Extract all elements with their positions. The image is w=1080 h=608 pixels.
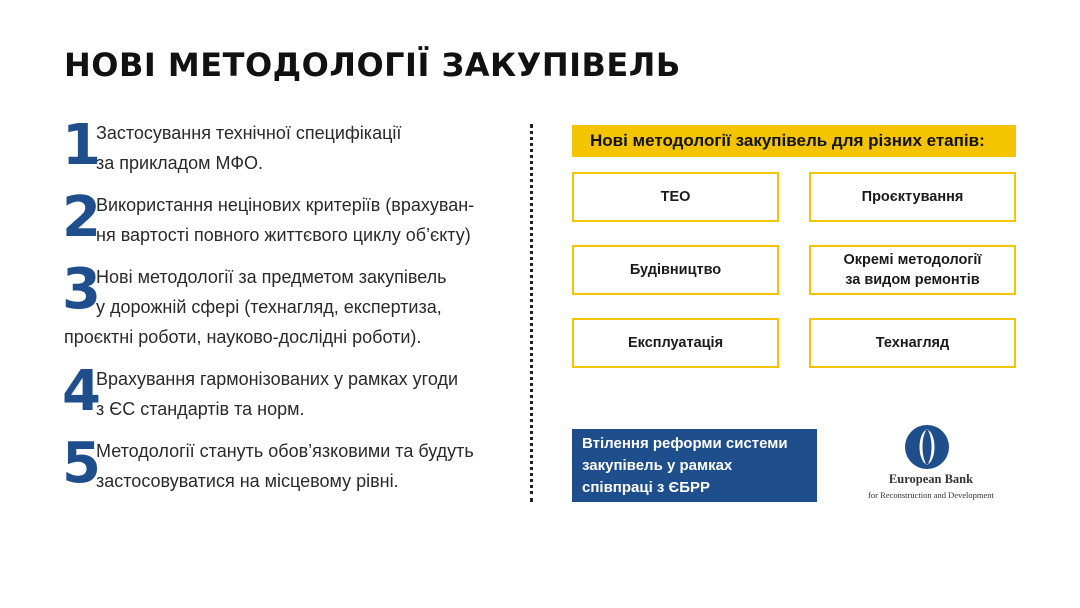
stage-box xyxy=(572,172,779,222)
list-item-3 xyxy=(62,257,504,352)
item-text-line: Методології стануть обов’язковими та будуть xyxy=(96,441,474,461)
item-text-line: Нові методології за предметом закупівель xyxy=(96,267,447,287)
ebrd-logo xyxy=(846,424,1016,504)
stage-box xyxy=(809,318,1016,368)
stage-label: Окремі методології за видом ремонтів xyxy=(843,252,982,288)
stage-label: Проєктування xyxy=(861,189,964,205)
stage-label: ТЕО xyxy=(660,189,691,205)
item-text-line: застосовуватися на місцевому рівні. xyxy=(96,471,399,491)
stage-box xyxy=(572,318,779,368)
item-text-line: Врахування гармонізованих у рамках угоди xyxy=(96,369,458,389)
stages-banner: Нові методології закупівель для різних етапів: xyxy=(572,125,1016,157)
item-number: 3 xyxy=(62,257,101,322)
stage-label: Експлуатація xyxy=(627,335,724,351)
item-number: 5 xyxy=(62,431,101,496)
list-item-4 xyxy=(62,359,504,424)
item-number: 1 xyxy=(62,113,101,178)
ebrd-logo-icon xyxy=(904,424,950,470)
item-text-line: проєктні роботи, науково-дослідні роботи). xyxy=(64,327,422,347)
item-text-line: ня вартості повного життєвого циклу об’єкту) xyxy=(96,225,471,245)
item-number: 4 xyxy=(62,359,101,424)
item-text-line: з ЄС стандартів та норм. xyxy=(96,399,305,419)
ebrd-note-box: Втілення реформи системи закупівель у рамках співпраці з ЄБРР xyxy=(572,429,817,502)
item-text-line: у дорожній сфері (технагляд, експертиза, xyxy=(96,297,442,317)
item-text-line: Застосування технічної специфікації xyxy=(96,123,402,143)
list-item-2 xyxy=(62,185,504,250)
item-text-line: Використання нецінових критеріїв (врахуван- xyxy=(96,195,475,215)
stage-label: Будівництво xyxy=(629,262,722,278)
item-number: 2 xyxy=(62,185,101,250)
stage-box xyxy=(809,245,1016,295)
stage-box xyxy=(572,245,779,295)
stage-box xyxy=(809,172,1016,222)
logo-subtitle: for Reconstruction and Development xyxy=(868,490,994,500)
list-item-1 xyxy=(62,113,504,178)
logo-name: European Bank xyxy=(888,472,974,486)
dotted-divider xyxy=(530,124,533,502)
stage-label: Технагляд xyxy=(875,335,950,351)
page-title: НОВІ МЕТОДОЛОГІЇ ЗАКУПІВЕЛЬ xyxy=(64,46,681,84)
item-text-line: за прикладом МФО. xyxy=(96,153,264,173)
list-item-5 xyxy=(62,431,504,496)
